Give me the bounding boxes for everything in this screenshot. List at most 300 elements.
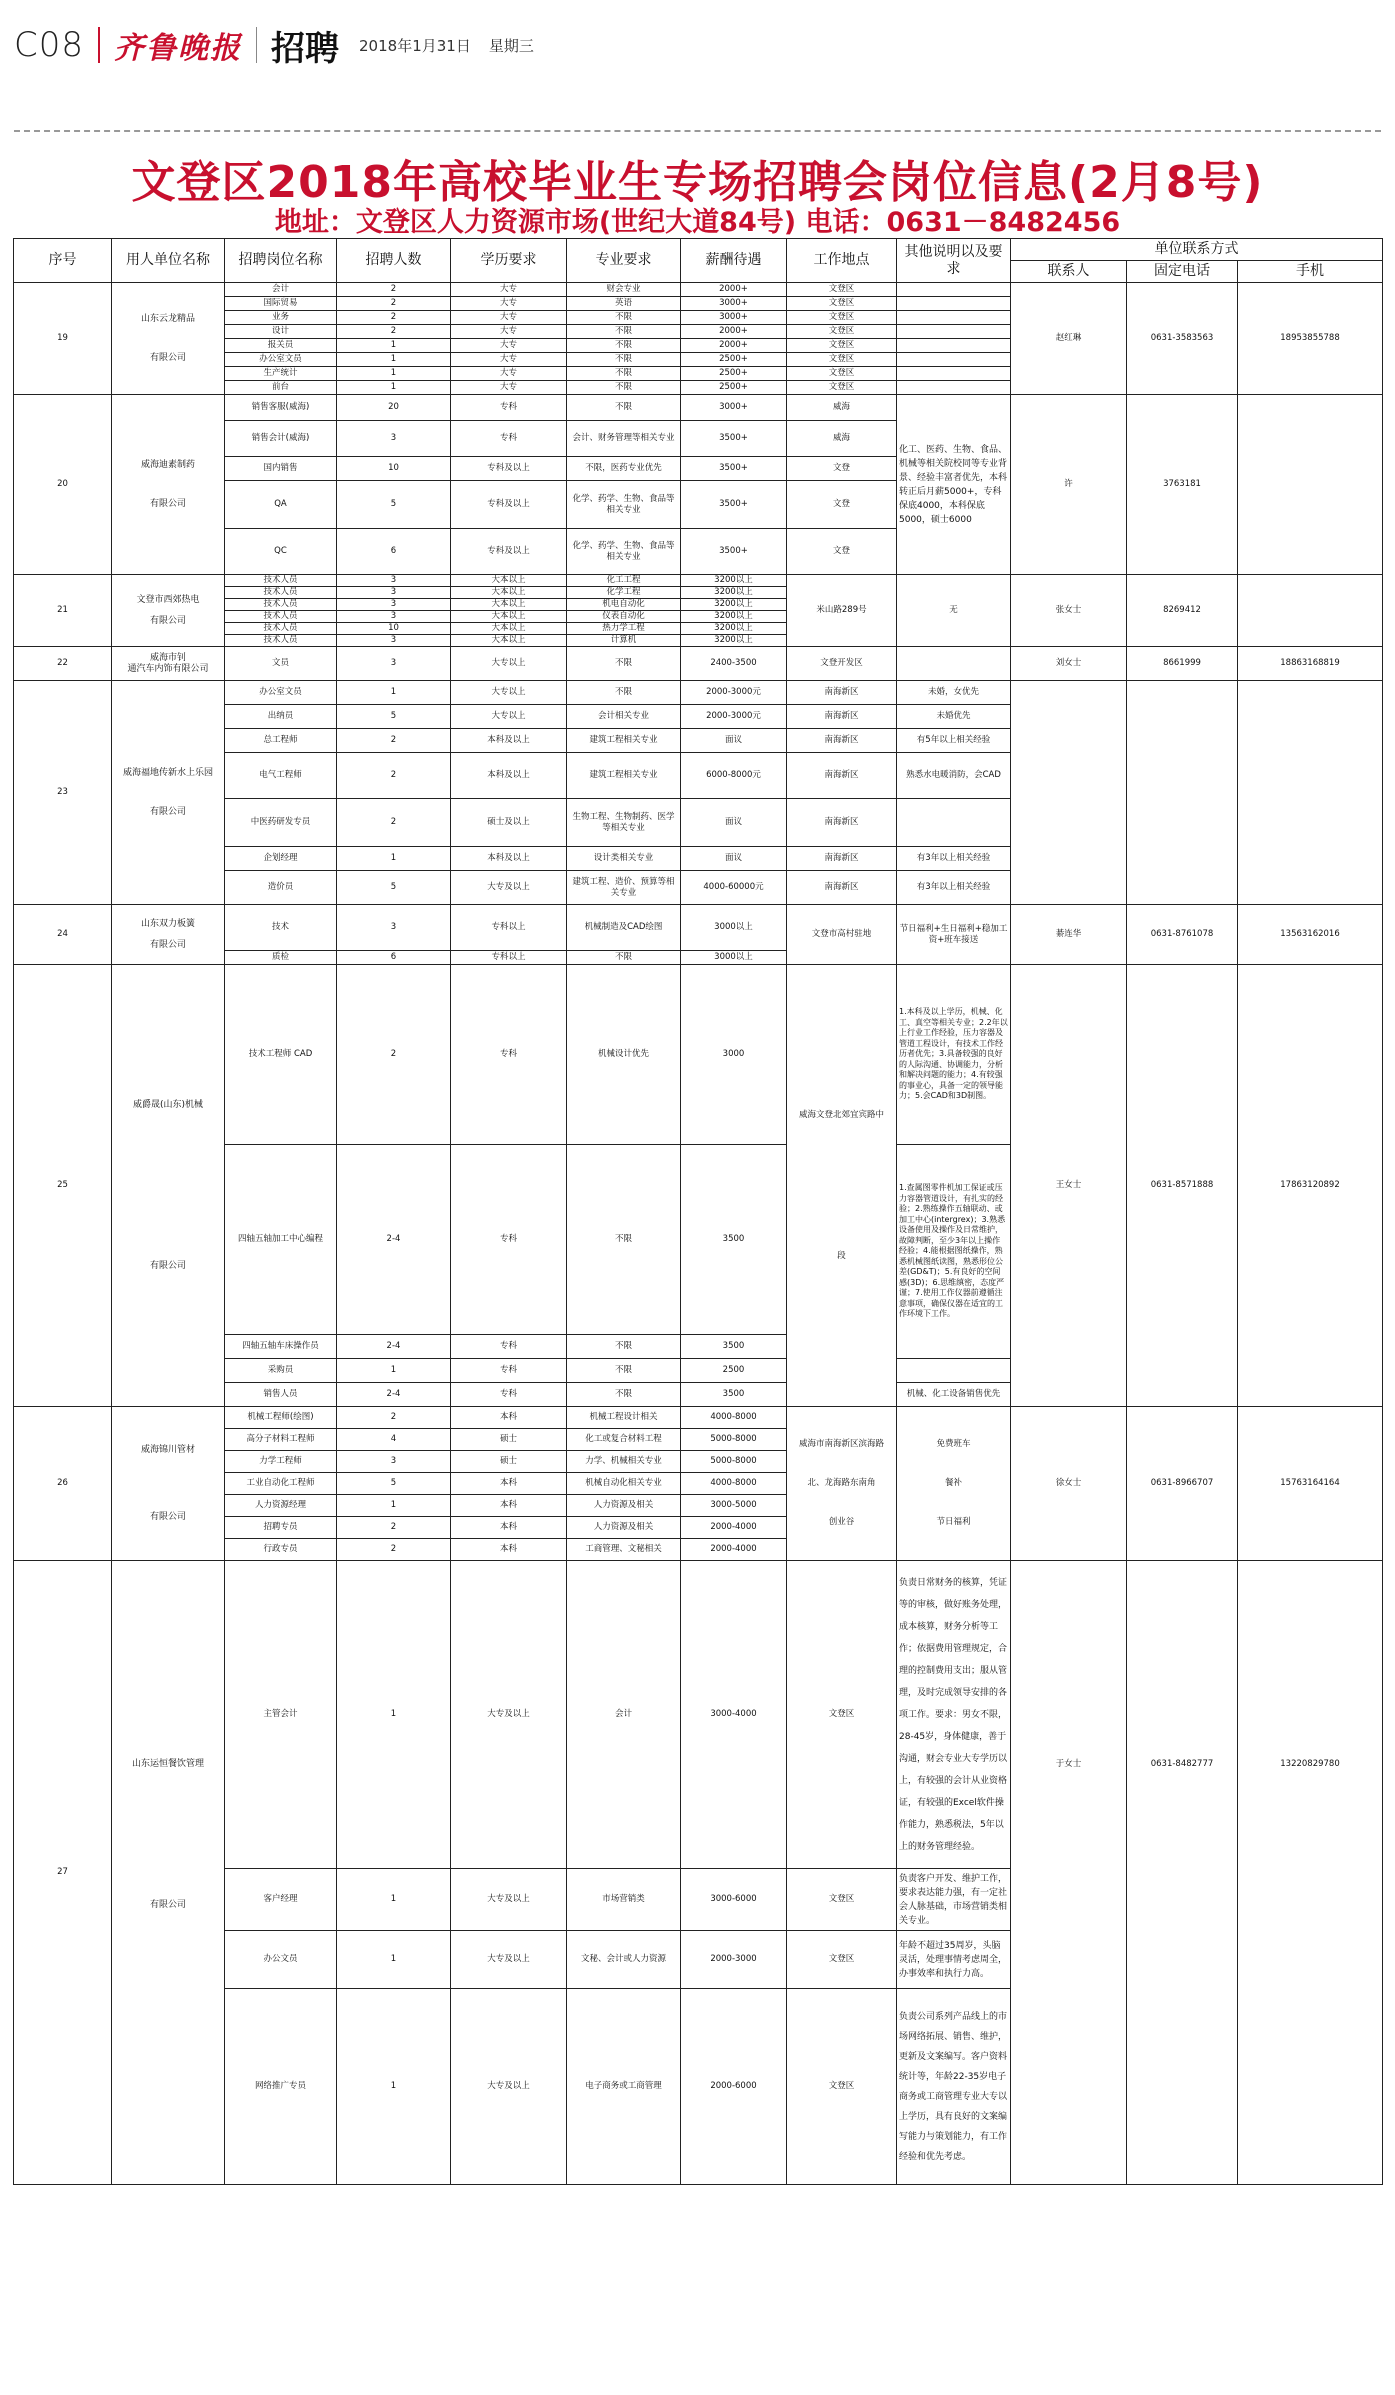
weekday-text: 星期三 bbox=[488, 36, 534, 55]
company-cell bbox=[112, 1407, 225, 1561]
notes-cell: 无 bbox=[897, 575, 1011, 647]
phone-cell: 0631-8966707 bbox=[1127, 1407, 1238, 1561]
count-cell: 10 bbox=[337, 623, 451, 635]
major-cell: 不限 bbox=[567, 381, 681, 395]
seq-cell: 24 bbox=[14, 905, 112, 965]
location-cell: 文登区 bbox=[787, 1869, 897, 1931]
major-cell: 不限 bbox=[567, 1383, 681, 1407]
major-cell: 不限 bbox=[567, 395, 681, 421]
education-cell: 本科及以上 bbox=[451, 753, 567, 799]
position-cell: 报关员 bbox=[225, 339, 337, 353]
header-row bbox=[14, 239, 1383, 261]
major-cell: 电子商务或工商管理 bbox=[567, 1989, 681, 2185]
position-cell: 技术工程师 CAD bbox=[225, 965, 337, 1145]
contact-cell: 王女士 bbox=[1011, 965, 1127, 1407]
location-cell: 文登区 bbox=[787, 325, 897, 339]
location-cell bbox=[787, 1407, 897, 1561]
col-count: 招聘人数 bbox=[337, 239, 451, 283]
company-name-2: 有限公司 bbox=[149, 1511, 186, 1522]
col-company: 用人单位名称 bbox=[112, 239, 225, 283]
contact-cell: 刘女士 bbox=[1011, 647, 1127, 681]
salary-cell: 3200以上 bbox=[681, 599, 787, 611]
major-cell: 化工或复合材料工程 bbox=[567, 1429, 681, 1451]
position-cell: 设计 bbox=[225, 325, 337, 339]
position-cell: 总工程师 bbox=[225, 729, 337, 753]
seq-cell: 22 bbox=[14, 647, 112, 681]
count-cell: 2 bbox=[337, 753, 451, 799]
col-salary: 薪酬待遇 bbox=[681, 239, 787, 283]
notes-cell bbox=[897, 381, 1011, 395]
notes-cell bbox=[897, 283, 1011, 297]
position-cell: 造价员 bbox=[225, 871, 337, 905]
education-cell: 大本以上 bbox=[451, 635, 567, 647]
position-cell: 办公室文员 bbox=[225, 353, 337, 367]
masthead bbox=[14, 22, 552, 68]
notes-cell bbox=[897, 1359, 1011, 1383]
salary-cell: 2400-3500 bbox=[681, 647, 787, 681]
count-cell: 1 bbox=[337, 1989, 451, 2185]
education-cell: 本科 bbox=[451, 1495, 567, 1517]
count-cell: 10 bbox=[337, 457, 451, 481]
table-row bbox=[14, 395, 1383, 421]
notes-cell: 1.查属图零件机加工保证或压力容器管道设计，有扎实的经验；2.熟练操作五轴联动、或加工中心(intergrex)；3.熟悉设备使用及操作及日常维护，故障判断，至少3年以上操作经验；4.能根据图纸操作，熟悉机械图纸读图，熟悉形位公差(GD&T)；5.有良好的空间感(3D)；6.思维缜密，态度严谨；7.使用工作仪器前遵循注意事项，确保仪器在适宜的工作环境下工作。 bbox=[897, 1145, 1011, 1359]
company-name-1: 威海福地传新水上乐园 bbox=[122, 767, 213, 778]
company-cell bbox=[112, 395, 225, 575]
education-cell: 专科 bbox=[451, 965, 567, 1145]
position-cell: 高分子材料工程师 bbox=[225, 1429, 337, 1451]
education-cell: 大专及以上 bbox=[451, 1931, 567, 1989]
count-cell: 2 bbox=[337, 965, 451, 1145]
location-cell: 南海新区 bbox=[787, 681, 897, 705]
location-cell: 威海 bbox=[787, 421, 897, 457]
major-cell: 人力资源及相关 bbox=[567, 1495, 681, 1517]
location-line-1: 威海市南海新区滨海路 bbox=[798, 1439, 884, 1449]
notes-cell bbox=[897, 353, 1011, 367]
position-cell: 会计 bbox=[225, 283, 337, 297]
education-cell: 大专以上 bbox=[451, 705, 567, 729]
major-cell: 不限 bbox=[567, 325, 681, 339]
salary-cell: 3500+ bbox=[681, 529, 787, 575]
contact-cell: 綦连华 bbox=[1011, 905, 1127, 965]
location-cell: 文登区 bbox=[787, 297, 897, 311]
salary-cell: 3200以上 bbox=[681, 635, 787, 647]
mobile-cell: 18953855788 bbox=[1238, 283, 1383, 395]
notes-cell: 熟悉水电暖消防，会CAD bbox=[897, 753, 1011, 799]
location-cell: 文登市高村驻地 bbox=[787, 905, 897, 965]
count-cell: 5 bbox=[337, 705, 451, 729]
position-cell: 电气工程师 bbox=[225, 753, 337, 799]
education-cell: 大专 bbox=[451, 325, 567, 339]
notes-cell bbox=[897, 325, 1011, 339]
notes-cell: 有3年以上相关经验 bbox=[897, 847, 1011, 871]
location-cell: 文登区 bbox=[787, 381, 897, 395]
company-name-2: 有限公司 bbox=[149, 1900, 186, 1910]
education-cell: 专科 bbox=[451, 1145, 567, 1335]
count-cell: 1 bbox=[337, 681, 451, 705]
mobile-cell: 13220829780 bbox=[1238, 1561, 1383, 2185]
position-cell: 招聘专员 bbox=[225, 1517, 337, 1539]
divider bbox=[98, 27, 100, 63]
position-cell: 技术人员 bbox=[225, 587, 337, 599]
count-cell: 3 bbox=[337, 905, 451, 951]
salary-cell: 2000-3000元 bbox=[681, 705, 787, 729]
position-cell: 国际贸易 bbox=[225, 297, 337, 311]
company-cell bbox=[112, 681, 225, 905]
education-cell: 专科及以上 bbox=[451, 529, 567, 575]
company-cell bbox=[112, 1561, 225, 2185]
salary-cell: 3000 bbox=[681, 965, 787, 1145]
major-cell: 不限 bbox=[567, 1335, 681, 1359]
count-cell: 1 bbox=[337, 1931, 451, 1989]
notes-cell: 负责日常财务的核算，凭证等的审核，做好账务处理，成本核算，财务分析等工作；依据费用管理规定，合理的控制费用支出；服从管理，及时完成领导安排的各项工作。要求：男女不限，28-45岁，身体健康，善于沟通，财会专业大专学历以上，有较强的会计从业资格证，有较强的Excel软件操作能力，熟悉税法，5年以上的财务管理经验。 bbox=[897, 1561, 1011, 1869]
notes-cell: 负责客户开发、维护工作，要求表达能力强，有一定社会人脉基础，市场营销类相关专业。 bbox=[897, 1869, 1011, 1931]
position-cell: 主管会计 bbox=[225, 1561, 337, 1869]
company-name-1: 山东云龙精品 bbox=[140, 313, 195, 324]
company-name-1: 威海锦川管材 bbox=[140, 1444, 195, 1455]
education-cell: 本科及以上 bbox=[451, 847, 567, 871]
position-cell: 销售会计(威海) bbox=[225, 421, 337, 457]
salary-cell: 4000-60000元 bbox=[681, 871, 787, 905]
notes-cell: 1.本科及以上学历，机械、化工、真空等相关专业；2.2年以上行业工作经验，压力容器及管道工程设计，有技术工作经历者优先；3.具备较强的良好的人际沟通、协调能力，分析和解决问题的能力；4.有较强的事业心，具备一定的领导能力；5.会CAD和3D制图。 bbox=[897, 965, 1011, 1145]
salary-cell: 3000+ bbox=[681, 395, 787, 421]
major-cell: 市场营销类 bbox=[567, 1869, 681, 1931]
newspaper-logo: 齐鲁晚报 bbox=[114, 31, 243, 66]
position-cell: 生产统计 bbox=[225, 367, 337, 381]
position-cell: 工业自动化工程师 bbox=[225, 1473, 337, 1495]
contact-cell: 张女士 bbox=[1011, 575, 1127, 647]
company-name-2: 有限公司 bbox=[149, 806, 186, 817]
salary-cell: 3000以上 bbox=[681, 951, 787, 965]
page-number: C08 bbox=[14, 25, 85, 65]
company-cell bbox=[112, 647, 225, 681]
company-name-2: 有限公司 bbox=[149, 939, 186, 950]
major-cell: 化学、药学、生物、食品等相关专业 bbox=[567, 529, 681, 575]
notes-cell: 负责公司系列产品线上的市场网络拓展、销售、维护，更新及文案编写。客户资料统计等，年龄22-35岁电子商务或工商管理专业大专以上学历，具有良好的文案编写能力与策划能力，有工作经验和优先考虑。 bbox=[897, 1989, 1011, 2185]
divider bbox=[256, 27, 257, 63]
seq-cell: 20 bbox=[14, 395, 112, 575]
location-cell: 文登 bbox=[787, 457, 897, 481]
education-cell: 大专 bbox=[451, 353, 567, 367]
education-cell: 大专 bbox=[451, 381, 567, 395]
phone-cell: 0631-8482777 bbox=[1127, 1561, 1238, 2185]
education-cell: 专科 bbox=[451, 421, 567, 457]
notes-cell: 年龄不超过35周岁，头脑灵活，处理事情考虑周全，办事效率和执行力高。 bbox=[897, 1931, 1011, 1989]
count-cell: 1 bbox=[337, 1561, 451, 1869]
seq-cell: 23 bbox=[14, 681, 112, 905]
company-name-2: 有限公司 bbox=[149, 615, 186, 626]
major-cell: 不限 bbox=[567, 339, 681, 353]
col-mobile: 手机 bbox=[1238, 261, 1383, 283]
location-line-1: 威海文登北郊宜宾路中 bbox=[798, 1109, 884, 1120]
count-cell: 2 bbox=[337, 311, 451, 325]
count-cell: 2 bbox=[337, 297, 451, 311]
company-cell bbox=[112, 575, 225, 647]
col-phone: 固定电话 bbox=[1127, 261, 1238, 283]
position-cell: 技术 bbox=[225, 905, 337, 951]
note-line-2: 餐补 bbox=[944, 1478, 962, 1488]
salary-cell: 2500+ bbox=[681, 381, 787, 395]
count-cell: 4 bbox=[337, 1429, 451, 1451]
education-cell: 专科 bbox=[451, 1335, 567, 1359]
count-cell: 3 bbox=[337, 635, 451, 647]
education-cell: 大专以上 bbox=[451, 647, 567, 681]
salary-cell: 3000-5000 bbox=[681, 1495, 787, 1517]
major-cell: 建筑工程、造价、预算等相关专业 bbox=[567, 871, 681, 905]
notes-cell bbox=[897, 339, 1011, 353]
location-cell: 文登区 bbox=[787, 1561, 897, 1869]
location-cell: 南海新区 bbox=[787, 705, 897, 729]
position-cell: 力学工程师 bbox=[225, 1451, 337, 1473]
notes-cell: 有5年以上相关经验 bbox=[897, 729, 1011, 753]
education-cell: 本科 bbox=[451, 1539, 567, 1561]
major-cell: 力学、机械相关专业 bbox=[567, 1451, 681, 1473]
position-cell: 业务 bbox=[225, 311, 337, 325]
company-name-1: 威海市钊 bbox=[149, 652, 186, 663]
position-cell: 企划经理 bbox=[225, 847, 337, 871]
position-cell: 销售人员 bbox=[225, 1383, 337, 1407]
company-cell bbox=[112, 283, 225, 395]
notes-cell: 化工、医药、生物、食品、机械等相关院校同等专业背景、经验丰富者优先，本科转正后月薪5000+，专科保底4000，本科保底5000，硕士6000 bbox=[897, 395, 1011, 575]
salary-cell: 2500+ bbox=[681, 353, 787, 367]
position-cell: 四轴五轴车床操作员 bbox=[225, 1335, 337, 1359]
education-cell: 大专 bbox=[451, 311, 567, 325]
position-cell: 质检 bbox=[225, 951, 337, 965]
count-cell: 3 bbox=[337, 599, 451, 611]
salary-cell: 2000-4000 bbox=[681, 1517, 787, 1539]
location-line-2: 段 bbox=[837, 1250, 846, 1261]
position-cell: 中医药研发专员 bbox=[225, 799, 337, 847]
table-row bbox=[14, 965, 1383, 1145]
education-cell: 大专及以上 bbox=[451, 871, 567, 905]
major-cell: 机械设计优先 bbox=[567, 965, 681, 1145]
count-cell: 2-4 bbox=[337, 1383, 451, 1407]
education-cell: 专科以上 bbox=[451, 951, 567, 965]
salary-cell: 2000+ bbox=[681, 325, 787, 339]
count-cell: 2 bbox=[337, 1539, 451, 1561]
salary-cell: 面议 bbox=[681, 729, 787, 753]
salary-cell: 3500+ bbox=[681, 421, 787, 457]
salary-cell: 5000-8000 bbox=[681, 1429, 787, 1451]
major-cell: 热力学工程 bbox=[567, 623, 681, 635]
major-cell: 财会专业 bbox=[567, 283, 681, 297]
count-cell: 1 bbox=[337, 381, 451, 395]
salary-cell: 5000-8000 bbox=[681, 1451, 787, 1473]
education-cell: 专科 bbox=[451, 395, 567, 421]
salary-cell: 3000+ bbox=[681, 297, 787, 311]
salary-cell: 3200以上 bbox=[681, 575, 787, 587]
salary-cell: 4000-8000 bbox=[681, 1473, 787, 1495]
location-cell: 文登区 bbox=[787, 353, 897, 367]
salary-cell: 3500 bbox=[681, 1383, 787, 1407]
col-seq: 序号 bbox=[14, 239, 112, 283]
count-cell: 1 bbox=[337, 339, 451, 353]
salary-cell: 3000以上 bbox=[681, 905, 787, 951]
education-cell: 大专以上 bbox=[451, 681, 567, 705]
count-cell: 2 bbox=[337, 325, 451, 339]
phone-cell: 0631-8571888 bbox=[1127, 965, 1238, 1407]
company-name-1: 威爵晟(山东)机械 bbox=[132, 1099, 204, 1110]
education-cell: 本科 bbox=[451, 1473, 567, 1495]
col-education: 学历要求 bbox=[451, 239, 567, 283]
mobile-cell: 13563162016 bbox=[1238, 905, 1383, 965]
salary-cell: 3500 bbox=[681, 1145, 787, 1335]
salary-cell: 2000+ bbox=[681, 339, 787, 353]
count-cell: 5 bbox=[337, 871, 451, 905]
education-cell: 本科 bbox=[451, 1517, 567, 1539]
note-line-3: 节日福利 bbox=[936, 1517, 971, 1527]
location-cell: 文登 bbox=[787, 481, 897, 529]
major-cell: 不限，医药专业优先 bbox=[567, 457, 681, 481]
major-cell: 计算机 bbox=[567, 635, 681, 647]
major-cell: 会计相关专业 bbox=[567, 705, 681, 729]
education-cell: 本科及以上 bbox=[451, 729, 567, 753]
position-cell: 办公室文员 bbox=[225, 681, 337, 705]
location-cell: 南海新区 bbox=[787, 847, 897, 871]
count-cell: 2 bbox=[337, 1407, 451, 1429]
location-cell: 文登开发区 bbox=[787, 647, 897, 681]
education-cell: 专科 bbox=[451, 1359, 567, 1383]
salary-cell: 3200以上 bbox=[681, 623, 787, 635]
education-cell: 大专 bbox=[451, 367, 567, 381]
salary-cell: 3500+ bbox=[681, 457, 787, 481]
phone-cell bbox=[1127, 681, 1238, 905]
col-contact: 联系人 bbox=[1011, 261, 1127, 283]
company-name-2: 通汽车内饰有限公司 bbox=[127, 663, 209, 674]
company-name-2: 有限公司 bbox=[149, 498, 186, 509]
salary-cell: 3500+ bbox=[681, 481, 787, 529]
major-cell: 化学、药学、生物、食品等相关专业 bbox=[567, 481, 681, 529]
education-cell: 专科 bbox=[451, 1383, 567, 1407]
job-table-wrap bbox=[13, 238, 1382, 2185]
mobile-cell bbox=[1238, 575, 1383, 647]
count-cell: 2-4 bbox=[337, 1145, 451, 1335]
education-cell: 大本以上 bbox=[451, 623, 567, 635]
education-cell: 大本以上 bbox=[451, 599, 567, 611]
notes-cell bbox=[897, 799, 1011, 847]
col-notes: 其他说明以及要求 bbox=[897, 239, 1011, 283]
count-cell: 2 bbox=[337, 1517, 451, 1539]
mobile-cell bbox=[1238, 681, 1383, 905]
location-cell: 文登区 bbox=[787, 1931, 897, 1989]
issue-date bbox=[359, 35, 552, 56]
mobile-cell: 17863120892 bbox=[1238, 965, 1383, 1407]
company-cell bbox=[112, 965, 225, 1407]
position-cell: 技术人员 bbox=[225, 575, 337, 587]
major-cell: 英语 bbox=[567, 297, 681, 311]
count-cell: 3 bbox=[337, 1451, 451, 1473]
page-subtitle: 地址：文登区人力资源市场(世纪大道84号) 电话：0631－8482456 bbox=[274, 207, 1121, 238]
count-cell: 1 bbox=[337, 847, 451, 871]
location-cell: 南海新区 bbox=[787, 799, 897, 847]
salary-cell: 2000-3000 bbox=[681, 1931, 787, 1989]
education-cell: 大专 bbox=[451, 283, 567, 297]
major-cell: 机械制造及CAD绘图 bbox=[567, 905, 681, 951]
position-cell: QA bbox=[225, 481, 337, 529]
position-cell: 前台 bbox=[225, 381, 337, 395]
seq-cell: 21 bbox=[14, 575, 112, 647]
major-cell: 仪表自动化 bbox=[567, 611, 681, 623]
col-location: 工作地点 bbox=[787, 239, 897, 283]
location-cell: 文登区 bbox=[787, 1989, 897, 2185]
company-name-1: 文登市西郊热电 bbox=[136, 594, 200, 605]
salary-cell: 2500+ bbox=[681, 367, 787, 381]
count-cell: 3 bbox=[337, 611, 451, 623]
major-cell: 人力资源及相关 bbox=[567, 1517, 681, 1539]
count-cell: 1 bbox=[337, 1495, 451, 1517]
major-cell: 会计、财务管理等相关专业 bbox=[567, 421, 681, 457]
phone-cell: 8269412 bbox=[1127, 575, 1238, 647]
salary-cell: 3000-6000 bbox=[681, 1869, 787, 1931]
phone-cell: 8661999 bbox=[1127, 647, 1238, 681]
company-name-1: 山东双力板簧 bbox=[140, 918, 195, 929]
position-cell: 机械工程师(绘图) bbox=[225, 1407, 337, 1429]
position-cell: 文员 bbox=[225, 647, 337, 681]
major-cell: 工商管理、文秘相关 bbox=[567, 1539, 681, 1561]
count-cell: 5 bbox=[337, 481, 451, 529]
contact-cell: 赵红琳 bbox=[1011, 283, 1127, 395]
position-cell: 四轴五轴加工中心编程 bbox=[225, 1145, 337, 1335]
major-cell: 机械自动化相关专业 bbox=[567, 1473, 681, 1495]
col-position: 招聘岗位名称 bbox=[225, 239, 337, 283]
position-cell: 行政专员 bbox=[225, 1539, 337, 1561]
position-cell: 技术人员 bbox=[225, 623, 337, 635]
salary-cell: 面议 bbox=[681, 799, 787, 847]
note-line-1: 免费班车 bbox=[936, 1439, 971, 1449]
education-cell: 专科及以上 bbox=[451, 481, 567, 529]
col-major: 专业要求 bbox=[567, 239, 681, 283]
major-cell: 建筑工程相关专业 bbox=[567, 753, 681, 799]
count-cell: 2 bbox=[337, 799, 451, 847]
major-cell: 不限 bbox=[567, 951, 681, 965]
salary-cell: 3000+ bbox=[681, 311, 787, 325]
notes-cell: 节日福利+生日福利+稳加工资+班车接送 bbox=[897, 905, 1011, 965]
notes-cell bbox=[897, 647, 1011, 681]
education-cell: 大本以上 bbox=[451, 611, 567, 623]
seq-cell: 27 bbox=[14, 1561, 112, 2185]
location-cell: 文登区 bbox=[787, 311, 897, 325]
count-cell: 6 bbox=[337, 951, 451, 965]
location-cell: 文登 bbox=[787, 529, 897, 575]
count-cell: 20 bbox=[337, 395, 451, 421]
location-cell: 米山路289号 bbox=[787, 575, 897, 647]
contact-cell: 许 bbox=[1011, 395, 1127, 575]
company-name-2: 有限公司 bbox=[149, 1260, 186, 1271]
major-cell: 不限 bbox=[567, 353, 681, 367]
location-cell: 文登区 bbox=[787, 339, 897, 353]
position-cell: 技术人员 bbox=[225, 635, 337, 647]
location-cell: 威海 bbox=[787, 395, 897, 421]
position-cell: QC bbox=[225, 529, 337, 575]
notes-cell bbox=[897, 311, 1011, 325]
position-cell: 人力资源经理 bbox=[225, 1495, 337, 1517]
position-cell: 技术人员 bbox=[225, 611, 337, 623]
notes-cell: 未婚，女优先 bbox=[897, 681, 1011, 705]
salary-cell: 3200以上 bbox=[681, 611, 787, 623]
notes-cell: 未婚优先 bbox=[897, 705, 1011, 729]
location-cell: 南海新区 bbox=[787, 729, 897, 753]
major-cell: 化工工程 bbox=[567, 575, 681, 587]
table-row bbox=[14, 283, 1383, 297]
salary-cell: 6000-8000元 bbox=[681, 753, 787, 799]
major-cell: 建筑工程相关专业 bbox=[567, 729, 681, 753]
count-cell: 3 bbox=[337, 587, 451, 599]
education-cell: 大专 bbox=[451, 297, 567, 311]
count-cell: 5 bbox=[337, 1473, 451, 1495]
contact-cell: 于女士 bbox=[1011, 1561, 1127, 2185]
notes-cell: 有3年以上相关经验 bbox=[897, 871, 1011, 905]
count-cell: 1 bbox=[337, 353, 451, 367]
count-cell: 2 bbox=[337, 729, 451, 753]
